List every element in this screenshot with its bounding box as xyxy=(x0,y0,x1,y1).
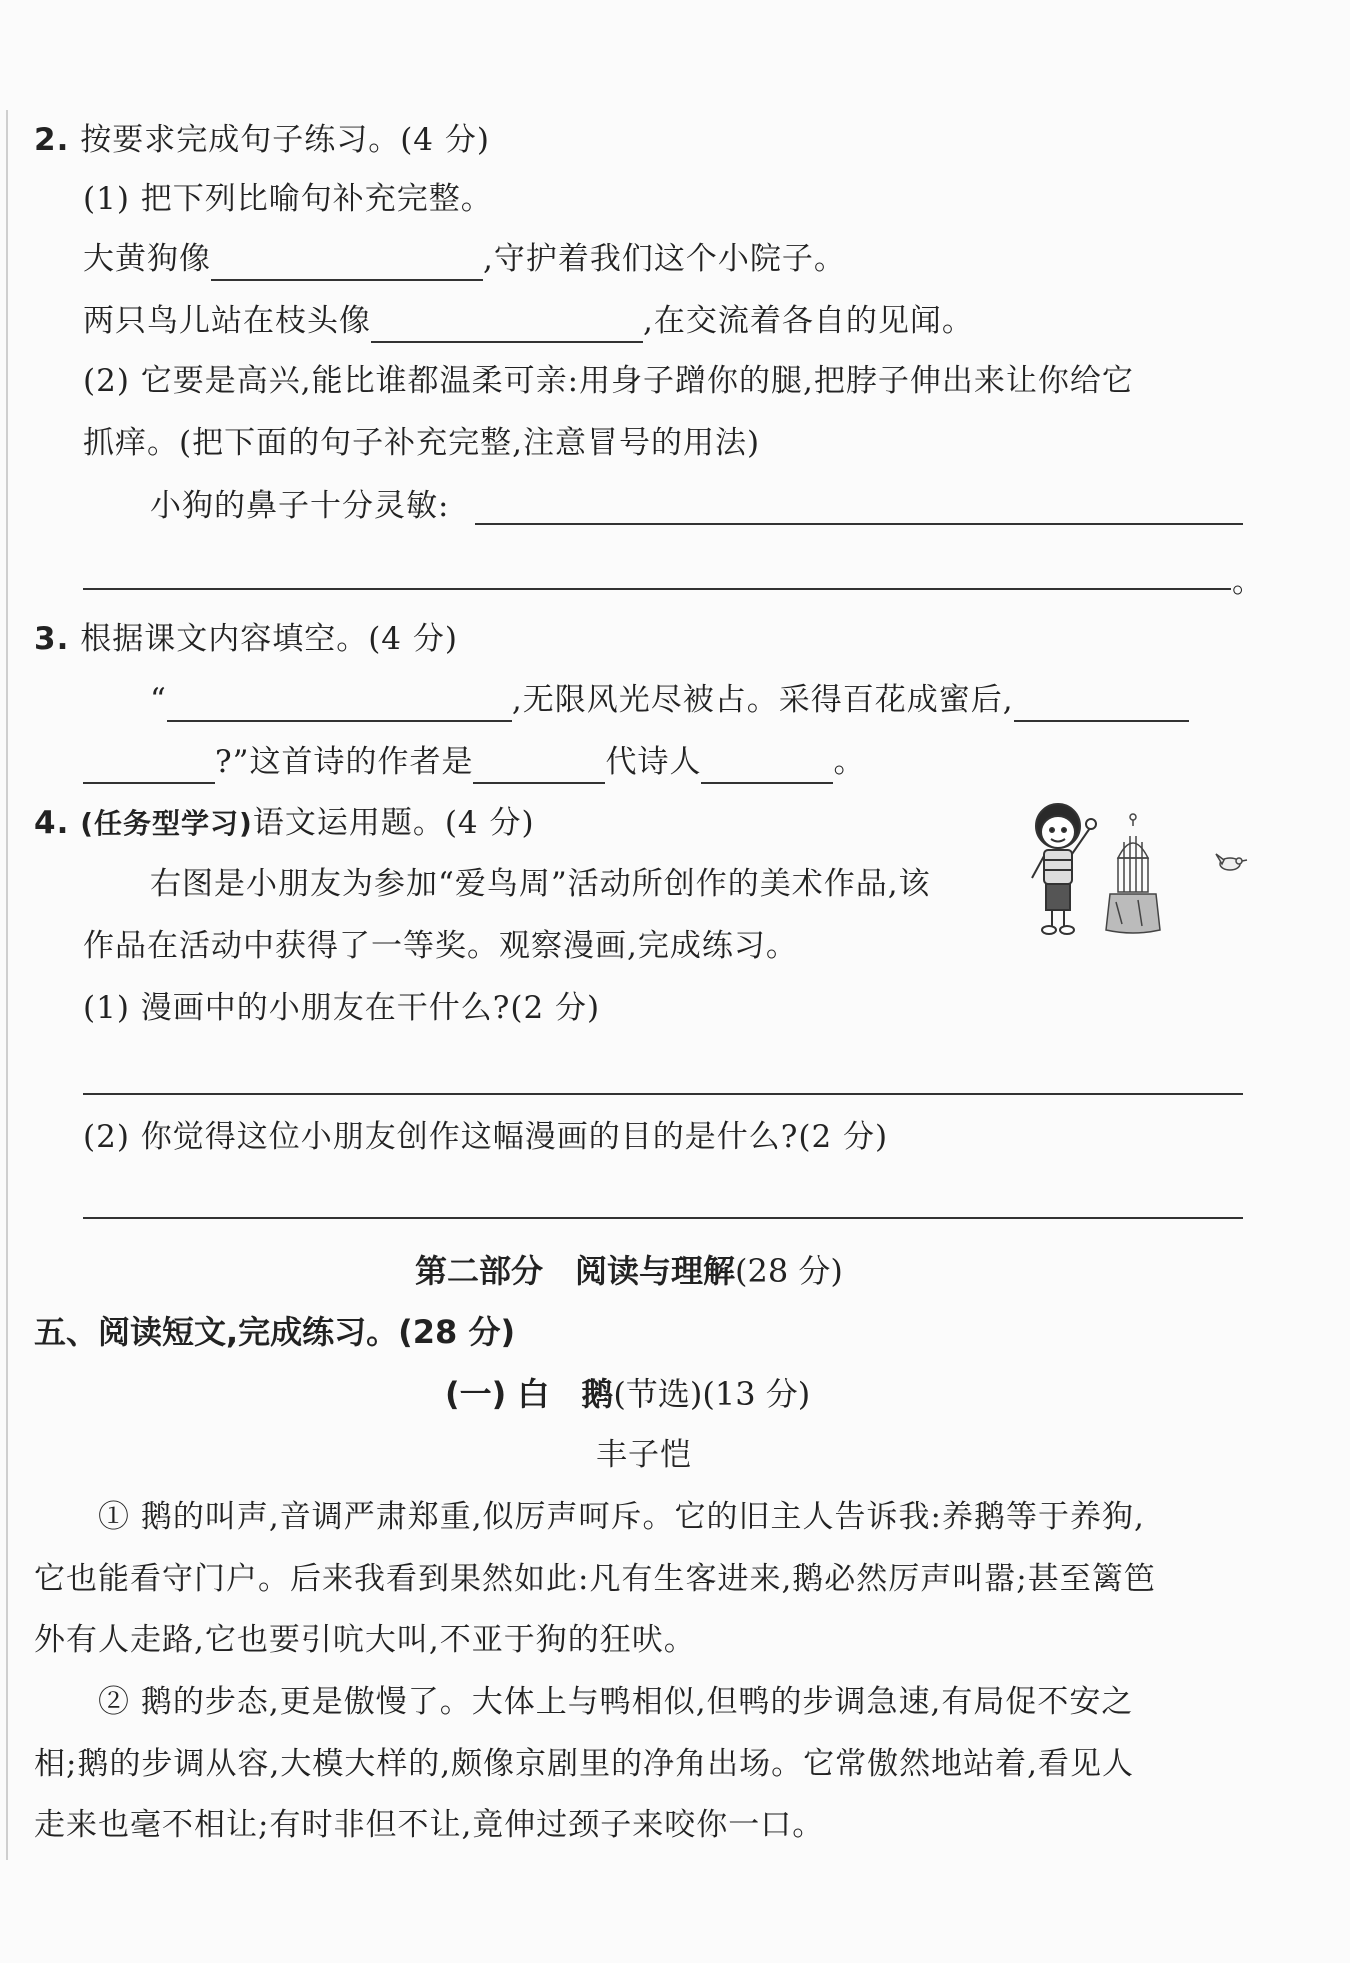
part2-heading xyxy=(415,1249,843,1293)
part2-score: (28 分) xyxy=(735,1252,843,1290)
passage-p2-line3: 走来也毫不相让;有时非但不让,竟伸过颈子来咬你一口。 xyxy=(34,1807,825,1843)
q3-blank-2[interactable] xyxy=(1014,686,1189,722)
left-margin-line xyxy=(6,110,8,1860)
part2-title: 第二部分 阅读与理解 xyxy=(415,1252,736,1290)
q4-para-1: 右图是小朋友为参加“爱鸟周”活动所创作的美术作品,该 xyxy=(150,866,931,902)
section5-heading: 五、阅读短文,完成练习。(28 分) xyxy=(34,1313,516,1351)
q2-s2-prefix: 两只鸟儿站在枝头像 xyxy=(83,303,371,339)
passage-title xyxy=(445,1372,810,1416)
q4-number: 4. xyxy=(34,805,70,841)
q3-line2 xyxy=(83,740,865,784)
passage-p2-line2: 相;鹅的步调从容,大模大样的,颇像京剧里的净角出场。它常傲然地站着,看见人 xyxy=(34,1746,1135,1782)
q2-s2-blank[interactable] xyxy=(371,307,643,343)
passage-title-main: (一) 白 鹅 xyxy=(445,1375,614,1413)
q2-sub1: (1) 把下列比喻句补充完整。 xyxy=(83,181,493,217)
q3-line1-text: ,无限风光尽被占。采得百花成蜜后, xyxy=(511,682,1014,718)
q2-answer-line-1[interactable] xyxy=(475,523,1243,525)
q2-prompt: 小狗的鼻子十分灵敏: xyxy=(150,488,450,524)
q3-blank-4[interactable] xyxy=(473,748,605,784)
q3-title: 根据课文内容填空。(4 分) xyxy=(80,621,458,657)
q4-para-2: 作品在活动中获得了一等奖。观察漫画,完成练习。 xyxy=(83,928,798,964)
q4-sub2: (2) 你觉得这位小朋友创作这幅漫画的目的是什么?(2 分) xyxy=(83,1119,889,1155)
q2-number: 2. xyxy=(34,122,70,158)
q3-heading xyxy=(34,617,458,661)
q3-open-quote: “ xyxy=(150,682,167,718)
q4-heading xyxy=(34,801,535,846)
q3-line1 xyxy=(150,678,1189,722)
q4-tag: (任务型学习) xyxy=(80,807,253,840)
passage-author: 丰子恺 xyxy=(596,1437,692,1473)
q3-number: 3. xyxy=(34,621,70,657)
q4-sub1: (1) 漫画中的小朋友在干什么?(2 分) xyxy=(83,990,601,1026)
bird-week-cartoon-image xyxy=(1018,798,1258,938)
boy-figure xyxy=(1032,804,1096,934)
q2-answer-line-2[interactable] xyxy=(83,588,1231,590)
q2-s1-blank[interactable] xyxy=(211,245,483,281)
q2-sub2-line1: (2) 它要是高兴,能比谁都温柔可亲:用身子蹭你的腿,把脖子伸出来让你给它 xyxy=(83,363,1134,399)
passage-title-sub: (节选)(13 分) xyxy=(613,1375,811,1413)
passage-p1-line2: 它也能看守门户。后来我看到果然如此:凡有生客进来,鹅必然厉声叫嚣;甚至篱笆 xyxy=(34,1561,1156,1597)
q4-answer-line-2[interactable] xyxy=(83,1217,1243,1219)
q3-blank-3[interactable] xyxy=(83,748,215,784)
flying-bird xyxy=(1216,854,1247,870)
q2-simile-birds xyxy=(83,299,974,343)
q2-end-mark: 。 xyxy=(1232,564,1264,600)
q3-line2-b: 代诗人 xyxy=(605,744,702,780)
birdcage-on-stump xyxy=(1106,814,1160,933)
passage-p2-line1: ② 鹅的步态,更是傲慢了。大体上与鸭相似,但鸭的步调急速,有局促不安之 xyxy=(98,1684,1134,1720)
q2-s2-suffix: ,在交流着各自的见闻。 xyxy=(643,303,974,339)
q2-sub2-line2: 抓痒。(把下面的句子补充完整,注意冒号的用法) xyxy=(83,425,761,461)
q4-title: 语文运用题。(4 分) xyxy=(252,805,535,841)
q3-blank-5[interactable] xyxy=(701,748,833,784)
q2-s1-prefix: 大黄狗像 xyxy=(83,241,211,277)
passage-p1-line3: 外有人走路,它也要引吭大叫,不亚于狗的狂吠。 xyxy=(34,1622,696,1658)
q3-line2-a: ?”这首诗的作者是 xyxy=(215,744,474,780)
q2-s1-suffix: ,守护着我们这个小院子。 xyxy=(483,241,846,277)
q3-blank-1[interactable] xyxy=(167,686,512,722)
q2-heading xyxy=(34,118,490,162)
passage-p1-line1: ① 鹅的叫声,音调严肃郑重,似厉声呵斥。它的旧主人告诉我:养鹅等于养狗, xyxy=(98,1499,1145,1535)
q2-simile-dog xyxy=(83,237,846,281)
q2-title: 按要求完成句子练习。(4 分) xyxy=(80,122,490,158)
q4-answer-line-1[interactable] xyxy=(83,1093,1243,1095)
q3-line2-c: 。 xyxy=(833,744,866,780)
